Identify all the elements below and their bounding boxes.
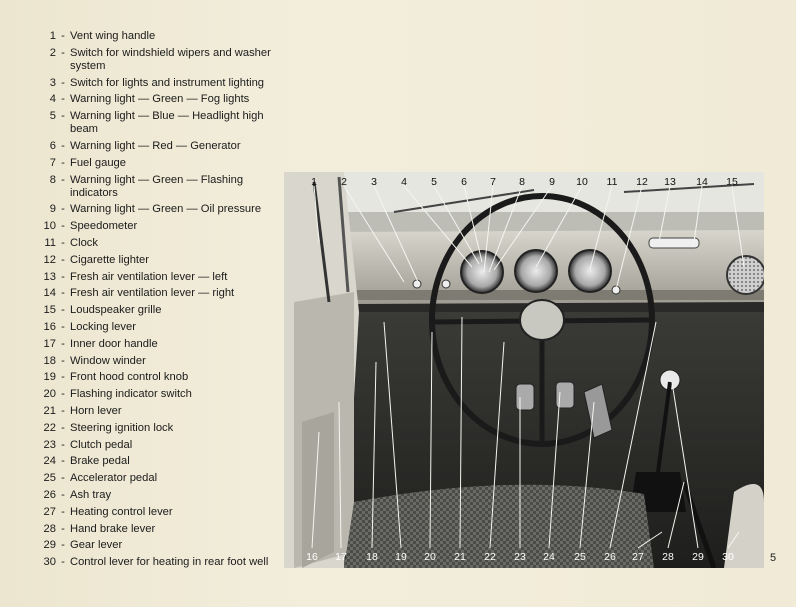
callout-number-bottom: 24	[543, 551, 555, 563]
legend-number: 4	[49, 93, 56, 106]
legend-separator: -	[61, 30, 65, 42]
legend-item	[20, 77, 282, 90]
callout-number-bottom: 26	[604, 551, 616, 563]
legend-separator: -	[61, 76, 65, 89]
legend-separator: -	[61, 438, 65, 451]
legend-separator: -	[61, 220, 65, 233]
callout-number-bottom: 18	[366, 551, 378, 563]
legend-text: Clock	[70, 236, 98, 249]
legend-number: 26	[43, 488, 56, 501]
callout-number-top: 9	[549, 176, 555, 188]
legend-text: Switch for windshield wipers and washer system	[70, 46, 271, 72]
legend-item	[20, 321, 282, 334]
legend-separator: -	[61, 472, 65, 485]
legend-separator: -	[61, 110, 65, 123]
legend-item	[20, 287, 282, 300]
legend-item	[20, 157, 282, 170]
legend-item	[20, 472, 282, 485]
legend-text: Steering ignition lock	[70, 421, 174, 434]
callout-number-top: 14	[696, 176, 708, 188]
legend-text: Fresh air ventilation lever — right	[70, 287, 235, 300]
callout-number-bottom: 17	[335, 551, 347, 563]
legend-item	[20, 174, 282, 200]
legend-text: Warning light — Green — Fog lights	[70, 93, 250, 106]
legend-text: Gear lever	[70, 539, 123, 552]
legend-text: Fresh air ventilation lever — left	[70, 270, 228, 283]
legend-item	[20, 556, 282, 569]
callout-number-top: 13	[664, 176, 676, 188]
legend-number: 9	[49, 203, 56, 216]
legend-item	[20, 47, 282, 73]
legend-text: Warning light — Red — Generator	[70, 139, 241, 152]
legend-text: Horn lever	[70, 404, 122, 417]
legend-separator: -	[61, 156, 65, 169]
legend-text: Heating control lever	[70, 505, 173, 518]
legend-text: Locking lever	[70, 320, 136, 333]
legend-separator: -	[61, 371, 65, 384]
legend-item	[20, 371, 282, 384]
legend-number: 28	[43, 522, 56, 535]
callout-number-top: 11	[606, 176, 618, 188]
callout-number-top: 4	[401, 176, 407, 188]
legend-separator: -	[61, 173, 65, 186]
legend-number: 14	[43, 287, 56, 300]
legend-separator: -	[61, 304, 65, 317]
legend-item	[20, 271, 282, 284]
legend-separator: -	[61, 421, 65, 434]
page-number: 5	[770, 552, 777, 564]
legend-number: 12	[43, 253, 56, 266]
legend-text: Brake pedal	[70, 455, 130, 468]
legend-separator: -	[61, 253, 65, 266]
legend-item	[20, 439, 282, 452]
legend-number: 1	[49, 30, 56, 42]
legend-separator: -	[61, 139, 65, 152]
legend-number: 27	[43, 505, 56, 518]
callout-number-bottom: 25	[574, 551, 586, 563]
legend-number: 18	[43, 354, 56, 367]
legend-item	[20, 30, 282, 43]
legend-number: 30	[43, 556, 56, 569]
callout-number-top: 6	[461, 176, 467, 188]
callout-number-bottom: 29	[692, 551, 704, 563]
legend-number: 10	[43, 220, 56, 233]
legend-number: 17	[43, 337, 56, 350]
legend-separator: -	[61, 354, 65, 367]
legend-item	[20, 93, 282, 106]
legend-separator: -	[61, 46, 65, 59]
legend-text: Warning light — Green — Flashing indicators	[70, 173, 244, 199]
legend-item	[20, 237, 282, 250]
legend-separator: -	[61, 203, 65, 216]
legend-number: 3	[49, 76, 56, 89]
legend-number: 25	[43, 472, 56, 485]
legend-separator: -	[61, 320, 65, 333]
callout-number-top: 10	[576, 176, 588, 188]
legend-item	[20, 304, 282, 317]
legend-text: Warning light — Green — Oil pressure	[70, 203, 262, 216]
callout-number-bottom: 21	[454, 551, 466, 563]
legend-separator: -	[61, 93, 65, 106]
legend-text: Control lever for heating in rear foot well	[70, 556, 269, 569]
legend-number: 22	[43, 421, 56, 434]
legend-number: 5	[49, 110, 56, 123]
legend-item	[20, 539, 282, 552]
callout-number-bottom: 16	[306, 551, 318, 563]
callout-number-top: 1	[311, 176, 317, 188]
callout-number-top: 3	[371, 176, 377, 188]
callout-number-bottom: 20	[424, 551, 436, 563]
legend-item	[20, 388, 282, 401]
legend-item	[20, 422, 282, 435]
legend-text: Vent wing handle	[70, 30, 156, 42]
legend-item	[20, 338, 282, 351]
callout-number-bottom: 22	[484, 551, 496, 563]
legend-text: Accelerator pedal	[70, 472, 158, 485]
legend-separator: -	[61, 236, 65, 249]
legend-item	[20, 455, 282, 468]
legend-separator: -	[61, 505, 65, 518]
legend-number: 20	[43, 388, 56, 401]
legend-text: Cigarette lighter	[70, 253, 149, 266]
legend-separator: -	[61, 337, 65, 350]
callout-number-bottom: 19	[395, 551, 407, 563]
legend-item	[20, 489, 282, 502]
legend-number: 6	[49, 139, 56, 152]
legend-item	[20, 220, 282, 233]
legend-item	[20, 405, 282, 418]
legend-text: Front hood control knob	[70, 371, 189, 384]
legend-number: 19	[43, 371, 56, 384]
callout-number-top: 12	[636, 176, 648, 188]
legend-number: 29	[43, 539, 56, 552]
callout-number-bottom: 23	[514, 551, 526, 563]
legend-number: 7	[49, 156, 56, 169]
legend-text: Window winder	[70, 354, 146, 367]
legend-number: 11	[44, 236, 56, 249]
legend-text: Loudspeaker grille	[70, 304, 162, 317]
legend-text: Speedometer	[70, 220, 138, 233]
dashboard-photo	[284, 172, 764, 568]
legend-separator: -	[61, 455, 65, 468]
callout-number-bottom: 30	[722, 551, 734, 563]
legend-number: 23	[43, 438, 56, 451]
legend-item	[20, 523, 282, 536]
callout-number-top: 15	[726, 176, 738, 188]
legend-text: Hand brake lever	[70, 522, 156, 535]
legend-separator: -	[61, 404, 65, 417]
callout-number-bottom: 27	[632, 551, 644, 563]
legend-text: Flashing indicator switch	[70, 388, 192, 401]
legend-separator: -	[61, 522, 65, 535]
legend-number: 21	[43, 404, 56, 417]
legend-item	[20, 254, 282, 267]
legend-text: Fuel gauge	[70, 156, 126, 169]
callout-number-top: 8	[519, 176, 525, 188]
callout-number-top: 7	[490, 176, 496, 188]
legend-number: 15	[43, 304, 56, 317]
legend-item	[20, 355, 282, 368]
legend-separator: -	[61, 287, 65, 300]
legend-separator: -	[61, 270, 65, 283]
legend-number: 24	[43, 455, 56, 468]
legend-separator: -	[61, 488, 65, 501]
legend-text: Ash tray	[70, 488, 112, 501]
legend-separator: -	[61, 388, 65, 401]
legend-item	[20, 110, 282, 136]
legend-number: 16	[43, 320, 56, 333]
legend-item	[20, 203, 282, 216]
legend-item	[20, 506, 282, 519]
parts-legend	[20, 30, 282, 573]
callout-number-top: 2	[341, 176, 347, 188]
legend-text: Switch for lights and instrument lighting	[70, 76, 265, 89]
legend-item	[20, 140, 282, 153]
legend-text: Warning light — Blue — Headlight high beam	[70, 110, 264, 136]
legend-text: Inner door handle	[70, 337, 158, 350]
legend-number: 2	[49, 46, 56, 59]
legend-number: 13	[43, 270, 56, 283]
callout-number-top: 5	[431, 176, 437, 188]
legend-text: Clutch pedal	[70, 438, 133, 451]
legend-separator: -	[61, 539, 65, 552]
legend-separator: -	[61, 556, 65, 569]
legend-number: 8	[49, 173, 56, 186]
callout-number-bottom: 28	[662, 551, 674, 563]
